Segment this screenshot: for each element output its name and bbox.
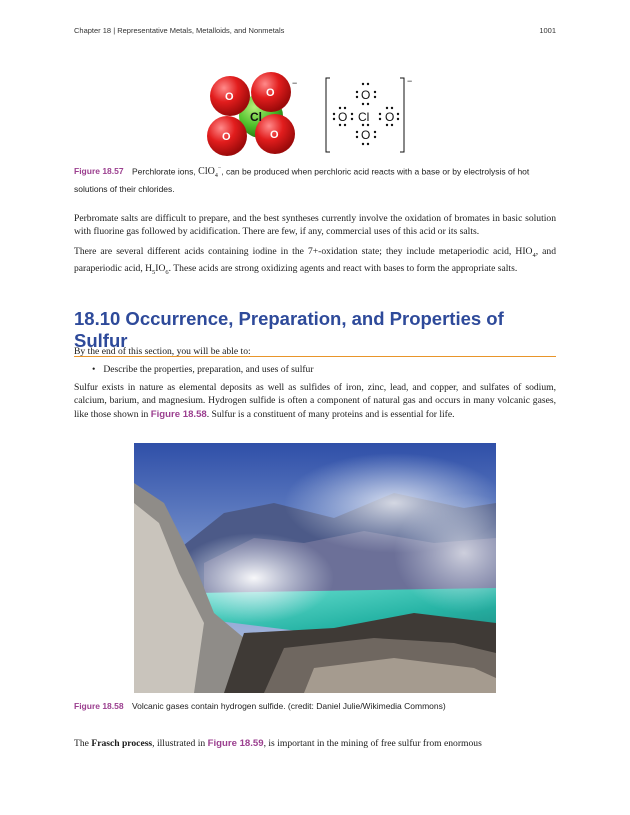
lewis-outer-atom: O: [361, 128, 371, 142]
paragraph: Sulfur exists in nature as elemental deposits as well as sulfides of iron, zinc, lead, and copper, and sulfates of sodium, calcium, barium, and magnesium. Hydrogen sulfide is often a component of natural gas and occurs in many volcanic gases, like those shown in Figure 18.58. Sulfur is a constituent of many proteins and is essential for life.: [74, 382, 556, 420]
model-outer-atom: O: [225, 91, 234, 103]
model-outer-atom: O: [270, 129, 279, 141]
figure-label: Figure 18.57: [74, 166, 124, 177]
section-heading: 18.10 Occurrence, Preparation, and Properties of Sulfur: [74, 308, 556, 357]
paragraph: Perbromate salts are difficult to prepare, and the best syntheses currently involve the oxidation of bromates in basic solution with fluorine gas followed by acidification. There are few, if any, commercial uses of this acid or its salts.: [74, 213, 556, 238]
perchlorate-figure: [200, 72, 430, 157]
figure-caption: Figure 18.58 Volcanic gases contain hydrogen sulfide. (credit: Daniel Julie/Wikimedia Commons): [74, 701, 446, 711]
figure-caption: Figure 18.57 Perchlorate ions, ClO$_4$−, can be produced when perchloric acid reacts with a base or by electrolysis of hot solutions of their chlorides.: [74, 166, 530, 195]
ball-model: [207, 72, 297, 156]
lewis-charge: −: [407, 76, 413, 86]
model-outer-atom: O: [266, 87, 275, 99]
volcano-photo: [134, 443, 496, 693]
objective-list-item: • Describe the properties, preparation, and uses of sulfur: [92, 364, 314, 375]
lewis-outer-atom: O: [338, 110, 348, 124]
model-center-atom: Cl: [250, 110, 262, 124]
lewis-outer-atom: O: [385, 110, 395, 124]
paragraph: The Frasch process, illustrated in Figure 18.59, is important in the mining of free sulfur from enormous: [74, 738, 482, 749]
chapter-title: Chapter 18 | Representative Metals, Metalloids, and Nonmetals: [74, 26, 285, 35]
lewis-outer-atom: O: [361, 88, 371, 102]
paragraph: There are several different acids containing iodine in the 7+-oxidation state; they include metaperiodic acid, $HIO_4$, and paraperiodic acid, $H_5IO_6$. These acids are strong oxidizing agents and react with bases to form the appropriate salts.: [74, 246, 556, 277]
figure-label: Figure 18.58: [74, 701, 124, 711]
model-charge: −: [292, 78, 298, 88]
lewis-center-atom: Cl: [358, 110, 370, 124]
figure-link[interactable]: Figure 18.59: [207, 738, 264, 749]
figure-link[interactable]: Figure 18.58: [150, 408, 207, 420]
objectives-intro: By the end of this section, you will be able to:: [74, 346, 251, 357]
formula: ClO$_4$−: [198, 166, 222, 180]
key-term: Frasch process: [91, 738, 153, 749]
lewis-structure: [326, 76, 412, 152]
model-outer-atom: O: [222, 131, 231, 143]
page-number: 1001: [539, 26, 556, 35]
page-header: [74, 26, 556, 35]
